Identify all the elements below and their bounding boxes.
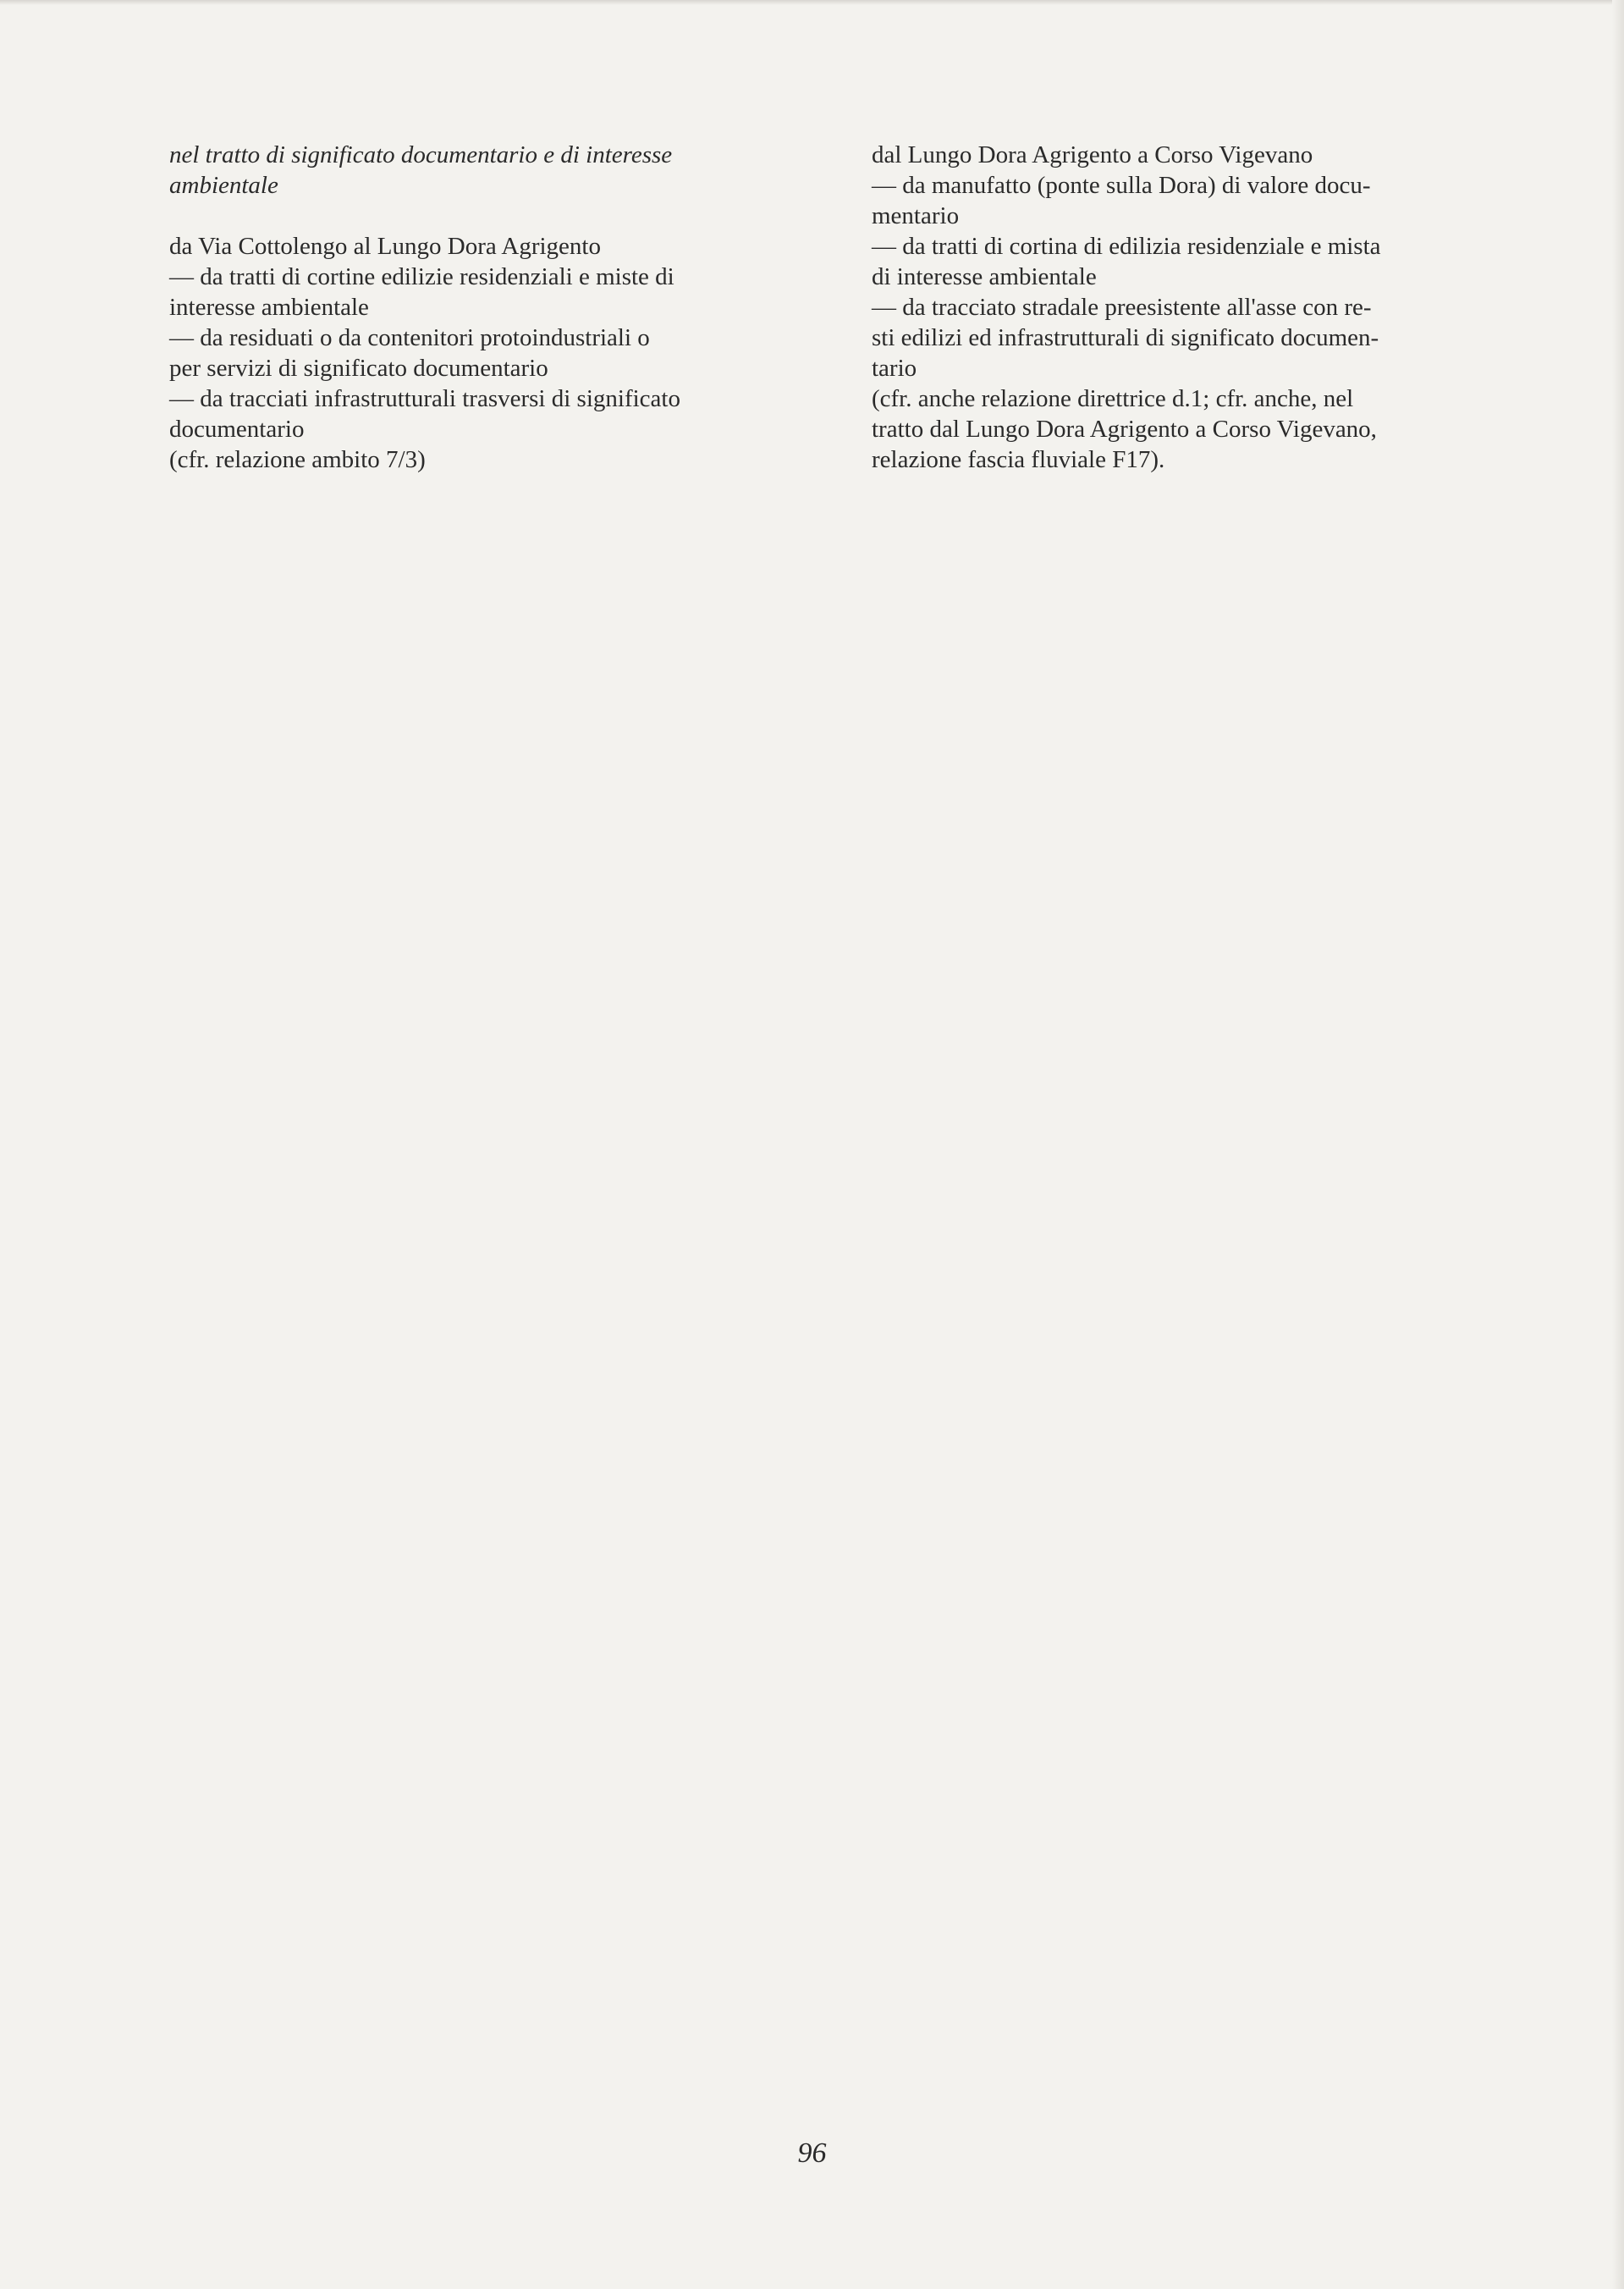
text-line: da Via Cottolengo al Lungo Dora Agrigento — [169, 233, 601, 260]
page-top-edge — [0, 0, 1624, 5]
text-line: — da residuati o da contenitori protoindustriali o — [169, 324, 650, 351]
section-heading-line: nel tratto di significato documentario e di interesse — [169, 141, 673, 168]
page-right-edge — [1612, 0, 1624, 2289]
text-line: sti edilizi ed infrastrutturali di significato documen- — [872, 324, 1379, 351]
text-line: — da tratti di cortina di edilizia residenziale e mista — [872, 233, 1381, 260]
text-line: — da tratti di cortine edilizie residenziali e miste di — [169, 263, 674, 290]
section-heading-line: ambientale — [169, 172, 278, 199]
text-line: — da manufatto (ponte sulla Dora) di valore docu- — [872, 172, 1371, 199]
text-line: tario — [872, 355, 917, 382]
page-number: 96 — [797, 2137, 827, 2169]
text-line: interesse ambientale — [169, 294, 369, 321]
text-line: documentario — [169, 416, 305, 443]
paragraph-gap — [169, 201, 846, 231]
text-line: dal Lungo Dora Agrigento a Corso Vigevano — [872, 141, 1313, 168]
text-line: (cfr. relazione ambito 7/3) — [169, 446, 426, 473]
text-line: — da tracciato stradale preesistente all'asse con re- — [872, 294, 1372, 321]
text-line: tratto dal Lungo Dora Agrigento a Corso Vigevano, — [872, 416, 1377, 443]
text-line: (cfr. anche relazione direttrice d.1; cfr. anche, nel — [872, 385, 1354, 412]
text-line: — da tracciati infrastrutturali trasversi di significato — [169, 385, 680, 412]
right-column — [872, 140, 1508, 475]
text-line: di interesse ambientale — [872, 263, 1097, 290]
left-column — [169, 140, 846, 475]
text-line: per servizi di significato documentario — [169, 355, 548, 382]
text-line: mentario — [872, 202, 960, 229]
text-line: relazione fascia fluviale F17). — [872, 446, 1165, 473]
